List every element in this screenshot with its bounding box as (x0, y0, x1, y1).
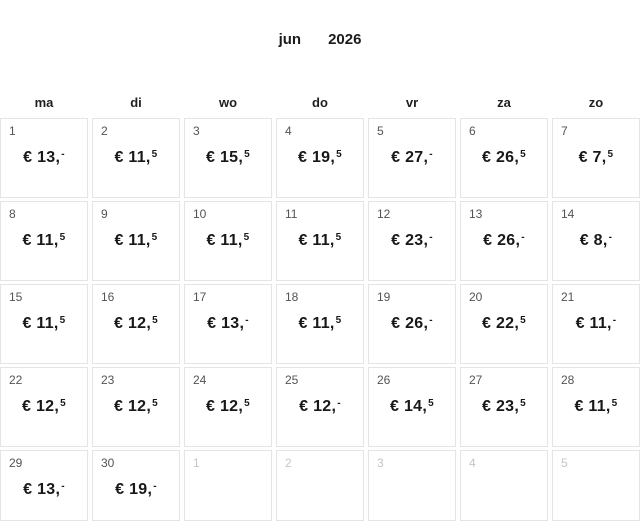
price-main: € 23, (391, 232, 429, 249)
price-fraction: 5 (336, 148, 342, 160)
day-cell[interactable] (0, 367, 88, 447)
day-cell[interactable] (276, 284, 364, 364)
day-cell (368, 450, 456, 521)
day-price (377, 149, 447, 167)
price-fraction: 5 (243, 231, 250, 243)
calendar-month: jun (278, 31, 302, 48)
price-fraction: 5 (59, 314, 66, 326)
price-main: € 11, (114, 232, 151, 249)
price-fraction: - (429, 148, 433, 160)
day-number: 17 (193, 290, 207, 304)
day-price (469, 315, 539, 333)
day-price (101, 149, 171, 167)
calendar-title (0, 32, 640, 48)
day-number: 10 (193, 207, 207, 221)
price-main: € 8, (579, 232, 608, 249)
day-cell (552, 450, 640, 521)
price-fraction: 5 (520, 148, 526, 160)
day-price (469, 232, 539, 250)
price-fraction: - (61, 148, 65, 160)
day-number: 29 (9, 456, 23, 470)
day-price (285, 232, 355, 250)
price-fraction: - (245, 314, 249, 326)
price-main: € 13, (207, 315, 245, 332)
weekday-header-row (0, 96, 640, 110)
day-price (561, 398, 631, 416)
price-fraction: - (429, 314, 433, 326)
weekday-label: wo (218, 95, 238, 110)
day-cell[interactable] (276, 201, 364, 281)
day-price (285, 315, 355, 333)
day-number: 27 (469, 373, 483, 387)
weekday-label: vr (405, 95, 419, 110)
weekday-label: zo (588, 95, 604, 110)
day-cell[interactable] (368, 284, 456, 364)
day-number: 5 (561, 456, 568, 470)
day-cell[interactable] (276, 367, 364, 447)
price-main: € 26, (482, 149, 520, 166)
day-price (193, 398, 263, 416)
day-number: 20 (469, 290, 483, 304)
day-number: 28 (561, 373, 575, 387)
day-number: 25 (285, 373, 299, 387)
day-cell[interactable] (92, 284, 180, 364)
price-main: € 11, (22, 315, 59, 332)
day-cell (460, 450, 548, 521)
price-fraction: 5 (152, 397, 158, 409)
weekday-label: do (312, 95, 328, 110)
price-fraction: - (153, 480, 157, 492)
price-main: € 12, (299, 398, 337, 415)
day-cell (184, 450, 272, 521)
day-cell[interactable] (552, 284, 640, 364)
price-fraction: 5 (151, 231, 158, 243)
price-main: € 11, (114, 149, 151, 166)
price-fraction: 5 (244, 148, 250, 160)
day-number: 6 (469, 124, 476, 138)
price-main: € 11, (298, 315, 335, 332)
day-number: 8 (9, 207, 16, 221)
day-number: 3 (193, 124, 200, 138)
day-price (9, 398, 79, 416)
day-cell[interactable] (460, 118, 548, 198)
day-price (377, 232, 447, 250)
day-cell[interactable] (92, 450, 180, 521)
day-number: 18 (285, 290, 299, 304)
day-cell[interactable] (0, 118, 88, 198)
day-cell[interactable] (0, 450, 88, 521)
day-number: 30 (101, 456, 115, 470)
day-number: 2 (285, 456, 292, 470)
day-price (285, 149, 355, 167)
day-cell[interactable] (552, 201, 640, 281)
price-fraction: 5 (335, 314, 342, 326)
price-fraction: - (337, 397, 341, 409)
day-cell[interactable] (368, 367, 456, 447)
price-fraction: 5 (611, 397, 618, 409)
day-cell[interactable] (460, 367, 548, 447)
day-cell[interactable] (92, 201, 180, 281)
price-fraction: - (612, 314, 617, 326)
price-fraction: - (608, 231, 613, 243)
day-number: 13 (469, 207, 483, 221)
price-main: € 13, (23, 149, 61, 166)
day-price (101, 398, 171, 416)
day-price (101, 232, 171, 250)
day-number: 3 (377, 456, 384, 470)
day-cell[interactable] (368, 201, 456, 281)
price-main: € 19, (115, 481, 153, 498)
price-calendar (0, 32, 640, 528)
day-cell[interactable] (184, 118, 272, 198)
day-price (193, 232, 263, 250)
calendar-grid (0, 118, 640, 521)
price-main: € 14, (390, 398, 428, 415)
day-price (469, 149, 539, 167)
day-number: 22 (9, 373, 23, 387)
day-cell[interactable] (0, 284, 88, 364)
day-cell[interactable] (552, 367, 640, 447)
price-main: € 11, (22, 232, 59, 249)
day-number: 12 (377, 207, 391, 221)
day-cell[interactable] (552, 118, 640, 198)
price-main: € 12, (22, 398, 60, 415)
price-main: € 13, (23, 481, 61, 498)
day-price (9, 315, 79, 333)
day-number: 24 (193, 373, 207, 387)
day-price (377, 315, 447, 333)
day-cell[interactable] (368, 118, 456, 198)
day-price (9, 149, 79, 167)
day-cell[interactable] (460, 284, 548, 364)
day-cell[interactable] (184, 284, 272, 364)
price-fraction: 5 (244, 397, 250, 409)
calendar-year: 2026 (328, 31, 362, 48)
day-price (285, 398, 355, 416)
day-price (561, 315, 631, 333)
price-main: € 22, (482, 315, 520, 332)
day-price (9, 232, 79, 250)
day-cell (276, 450, 364, 521)
price-main: € 11, (298, 232, 335, 249)
day-number: 7 (561, 124, 568, 138)
day-price (469, 398, 539, 416)
price-main: € 23, (482, 398, 520, 415)
price-main: € 12, (206, 398, 244, 415)
price-main: € 12, (114, 315, 152, 332)
day-price (377, 398, 447, 416)
day-price (101, 315, 171, 333)
day-price (101, 481, 171, 499)
price-fraction: 5 (151, 148, 158, 160)
day-number: 1 (9, 124, 16, 138)
day-price (9, 481, 79, 499)
price-fraction: 5 (520, 314, 526, 326)
price-main: € 26, (391, 315, 429, 332)
day-number: 5 (377, 124, 384, 138)
day-cell[interactable] (184, 367, 272, 447)
day-number: 14 (561, 207, 575, 221)
day-price (561, 232, 631, 250)
price-fraction: 5 (59, 231, 66, 243)
price-fraction: - (61, 480, 65, 492)
price-fraction: 5 (607, 148, 614, 160)
weekday-label: za (497, 95, 511, 110)
day-number: 23 (101, 373, 115, 387)
day-cell[interactable] (460, 201, 548, 281)
day-cell[interactable] (92, 118, 180, 198)
price-main: € 11, (206, 232, 243, 249)
price-fraction: - (521, 231, 525, 243)
day-number: 9 (101, 207, 108, 221)
price-main: € 11, (575, 315, 612, 332)
price-fraction: 5 (428, 397, 434, 409)
day-number: 15 (9, 290, 23, 304)
price-main: € 11, (574, 398, 611, 415)
price-fraction: 5 (520, 397, 526, 409)
day-number: 16 (101, 290, 115, 304)
price-fraction: 5 (152, 314, 158, 326)
price-fraction: 5 (335, 231, 342, 243)
price-main: € 7, (578, 149, 607, 166)
price-fraction: 5 (60, 397, 66, 409)
price-main: € 12, (114, 398, 152, 415)
day-number: 26 (377, 373, 391, 387)
day-number: 19 (377, 290, 391, 304)
day-cell[interactable] (276, 118, 364, 198)
day-price (193, 315, 263, 333)
day-price (561, 149, 631, 167)
price-main: € 19, (298, 149, 336, 166)
day-number: 2 (101, 124, 108, 138)
weekday-label: ma (34, 95, 54, 110)
day-cell[interactable] (92, 367, 180, 447)
day-price (193, 149, 263, 167)
price-main: € 15, (206, 149, 244, 166)
day-number: 1 (193, 456, 200, 470)
day-number: 21 (561, 290, 575, 304)
price-main: € 27, (391, 149, 429, 166)
day-cell[interactable] (184, 201, 272, 281)
price-main: € 26, (483, 232, 521, 249)
day-cell[interactable] (0, 201, 88, 281)
price-fraction: - (429, 231, 433, 243)
weekday-label: di (130, 95, 142, 110)
day-number: 11 (285, 207, 298, 221)
day-number: 4 (285, 124, 292, 138)
day-number: 4 (469, 456, 476, 470)
